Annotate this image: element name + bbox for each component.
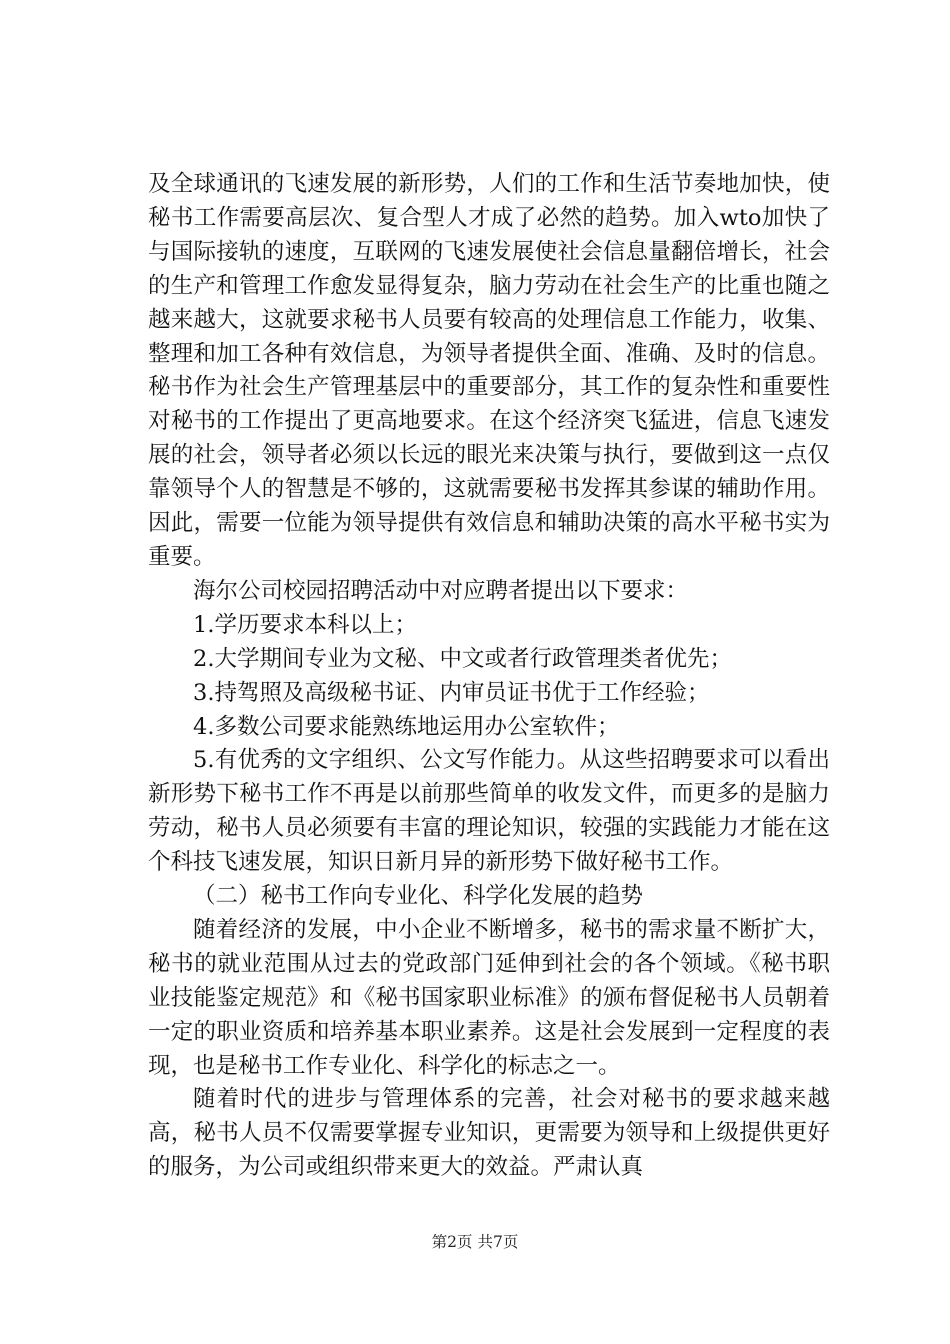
list-item-3: 3.持驾照及高级秘书证、内审员证书优于工作经验； [193,679,710,706]
list-item-5: 5.有优秀的文字组织、公文写作能力。从这些招聘要求可以看出新形势下秘书工作不再是以前那些简单的收发文件，而更多的是脑力劳动，秘书人员必须要有丰富的理论知识，较强的实践能力才能在这个科技飞速发展，知识日新月异的新形势下做好秘书工作。 [148,747,830,876]
list-item-4: 4.多数公司要求能熟练地运用办公室软件； [193,713,620,740]
page-number-label: 第2页 共7页 [431,1233,519,1251]
paragraph-recruitment-intro: 海尔公司校园招聘活动中对应聘者提出以下要求： [193,577,689,604]
paragraph-specialization: 随着经济的发展，中小企业不断增多，秘书的需求量不断扩大，秘书的就业范围从过去的党政部门延伸到社会的各个领域。《秘书职业技能鉴定规范》和《秘书国家职业标准》的颁布督促秘书人员朝着一定的职业资质和培养基本职业素养。这是社会发展到一定程度的表现，也是秘书工作专业化、科学化的标志之一。 [148,916,830,1079]
document-body [148,168,830,1185]
paragraph-continuation: 及全球通讯的飞速发展的新形势，人们的工作和生活节奏地加快，使秘书工作需要高层次、复合型人才成了必然的趋势。加入wto加快了与国际接轨的速度，互联网的飞速发展使社会信息量翻倍增长，社会的生产和管理工作愈发显得复杂，脑力劳动在社会生产的比重也随之越来越大，这就要求秘书人员要有较高的处理信息工作能力，收集、整理和加工各种有效信息，为领导者提供全面、准确、及时的信息。秘书作为社会生产管理基层中的重要部分，其工作的复杂性和重要性对秘书的工作提出了更高地要求。在这个经济突飞猛进，信息飞速发展的社会，领导者必须以长远的眼光来决策与执行，要做到这一点仅靠领导个人的智慧是不够的，这就需要秘书发挥其参谋的辅助作用。因此，需要一位能为领导提供有效信息和辅助决策的高水平秘书实为重要。 [148,171,830,570]
section-heading: （二）秘书工作向专业化、科学化发展的趋势 [193,883,644,910]
list-item-1: 1.学历要求本科以上； [193,611,417,638]
paragraph-requirements: 随着时代的进步与管理体系的完善，社会对秘书的要求越来越高，秘书人员不仅需要掌握专业知识，更需要为领导和上级提供更好的服务，为公司或组织带来更大的效益。严肃认真 [148,1086,830,1181]
page-footer [0,1232,950,1252]
list-item-2: 2.大学期间专业为文秘、中文或者行政管理类者优先； [193,645,732,672]
